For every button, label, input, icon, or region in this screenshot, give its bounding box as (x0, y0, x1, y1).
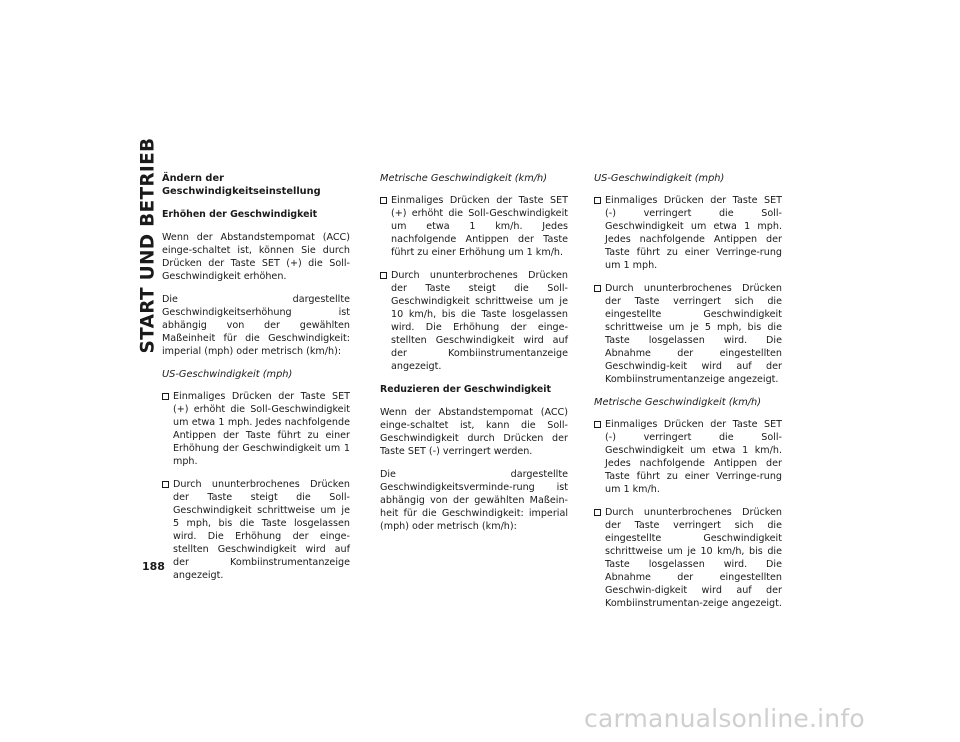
subheading-reduce: Reduzieren der Geschwindigkeit (380, 384, 551, 395)
square-bullet-icon (594, 421, 601, 428)
list-item: Einmaliges Drücken der Taste SET (+) erhöht die Soll-Geschwindigkeit um etwa 1 km/h. Jedes nachfolgende Antippen der Taste führt zu einer Erhöhung um 1 km/h. (380, 194, 568, 259)
list-item: Durch ununterbrochenes Drücken der Taste steigt die Soll-Geschwindigkeit schrittweise um je 5 mph, bis die Taste losgelassen wird. Die Erhöhung der einge-stellten Geschwindigkeit wird auf der Kombiinstrumentanzeige angezeigt. (162, 478, 350, 582)
bullet-list (594, 418, 782, 610)
column-1 (162, 172, 350, 592)
square-bullet-icon (380, 197, 387, 204)
column-2 (380, 172, 568, 543)
metric-speed-title: Metrische Geschwindigkeit (km/h) (594, 397, 762, 408)
list-item: Einmaliges Drücken der Taste SET (+) erhöht die Soll-Geschwindigkeit um etwa 1 mph. Jedes nachfolgende Antippen der Taste führt zu einer Erhöhung der Geschwindigkeit um 1 mph. (162, 390, 350, 468)
page-number: 188 (142, 560, 165, 573)
bullet-list (162, 390, 350, 582)
square-bullet-icon (380, 272, 387, 279)
bullet-list (380, 194, 568, 373)
list-item: Einmaliges Drücken der Taste SET (-) verringert die Soll-Geschwindigkeit um etwa 1 mph. Jedes nachfolgende Antippen der Taste führt zu einer Verringe-rung um 1 mph. (594, 194, 782, 272)
square-bullet-icon (594, 285, 601, 292)
square-bullet-icon (162, 481, 169, 488)
paragraph: Wenn der Abstandstempomat (ACC) einge-schaltet ist, kann die Soll-Geschwindigkeit durch Drücken der Taste SET (-) verringert werden. (380, 407, 568, 457)
paragraph: Die dargestellte Geschwindigkeitserhöhung ist abhängig von der gewählten Maßeinheit für die Geschwindigkeit: imperial (mph) oder metrisch (km/h): (162, 294, 350, 357)
chapter-title: START UND BETRIEB (137, 137, 159, 353)
section-heading: Ändern der Geschwindigkeitseinstellung (162, 173, 321, 197)
bullet-list (594, 194, 782, 386)
subheading-increase: Erhöhen der Geschwindigkeit (162, 209, 318, 220)
paragraph: Wenn der Abstandstempomat (ACC) einge-schaltet ist, können Sie durch Drücken der Taste SET (+) die Soll-Geschwindigkeit erhöhen. (162, 232, 350, 282)
list-item: Durch ununterbrochenes Drücken der Taste verringert sich die eingestellte Geschwindigkeit schrittweise um je 5 mph, bis die Taste losgelassen wird. Die Abnahme der eingestellten Geschwindig-keit wird auf der Kombiinstrumentanzeige angezeigt. (594, 282, 782, 386)
square-bullet-icon (594, 197, 601, 204)
list-item: Durch ununterbrochenes Drücken der Taste verringert sich die eingestellte Geschwindigkeit schrittweise um je 10 km/h, bis die Taste losgelassen wird. Die Abnahme der eingestellten Geschwin-digkeit wird auf der Kombiinstrumentan-zeige angezeigt. (594, 506, 782, 610)
us-speed-title: US-Geschwindigkeit (mph) (162, 369, 293, 380)
us-speed-title: US-Geschwindigkeit (mph) (594, 173, 725, 184)
watermark-logo: carmanualsonline.info (584, 704, 865, 733)
paragraph: Die dargestellte Geschwindigkeitsverminde-rung ist abhängig von der gewählten Maßein-heit für die Geschwindigkeit: imperial (mph) oder metrisch (km/h): (380, 469, 568, 532)
list-item: Einmaliges Drücken der Taste SET (-) verringert die Soll-Geschwindigkeit um etwa 1 km/h. Jedes nachfolgende Antippen der Taste führt zu einer Verringe-rung um 1 km/h. (594, 418, 782, 496)
chapter-side-tab (136, 137, 160, 353)
column-3 (594, 172, 782, 620)
square-bullet-icon (594, 509, 601, 516)
square-bullet-icon (162, 393, 169, 400)
metric-speed-title: Metrische Geschwindigkeit (km/h) (380, 173, 548, 184)
list-item: Durch ununterbrochenes Drücken der Taste steigt die Soll-Geschwindigkeit schrittweise um je 10 km/h, bis die Taste losgelassen wird. Die Erhöhung der einge-stellten Geschwindigkeit wird auf der Kombiinstrumentanzeige angezeigt. (380, 269, 568, 373)
